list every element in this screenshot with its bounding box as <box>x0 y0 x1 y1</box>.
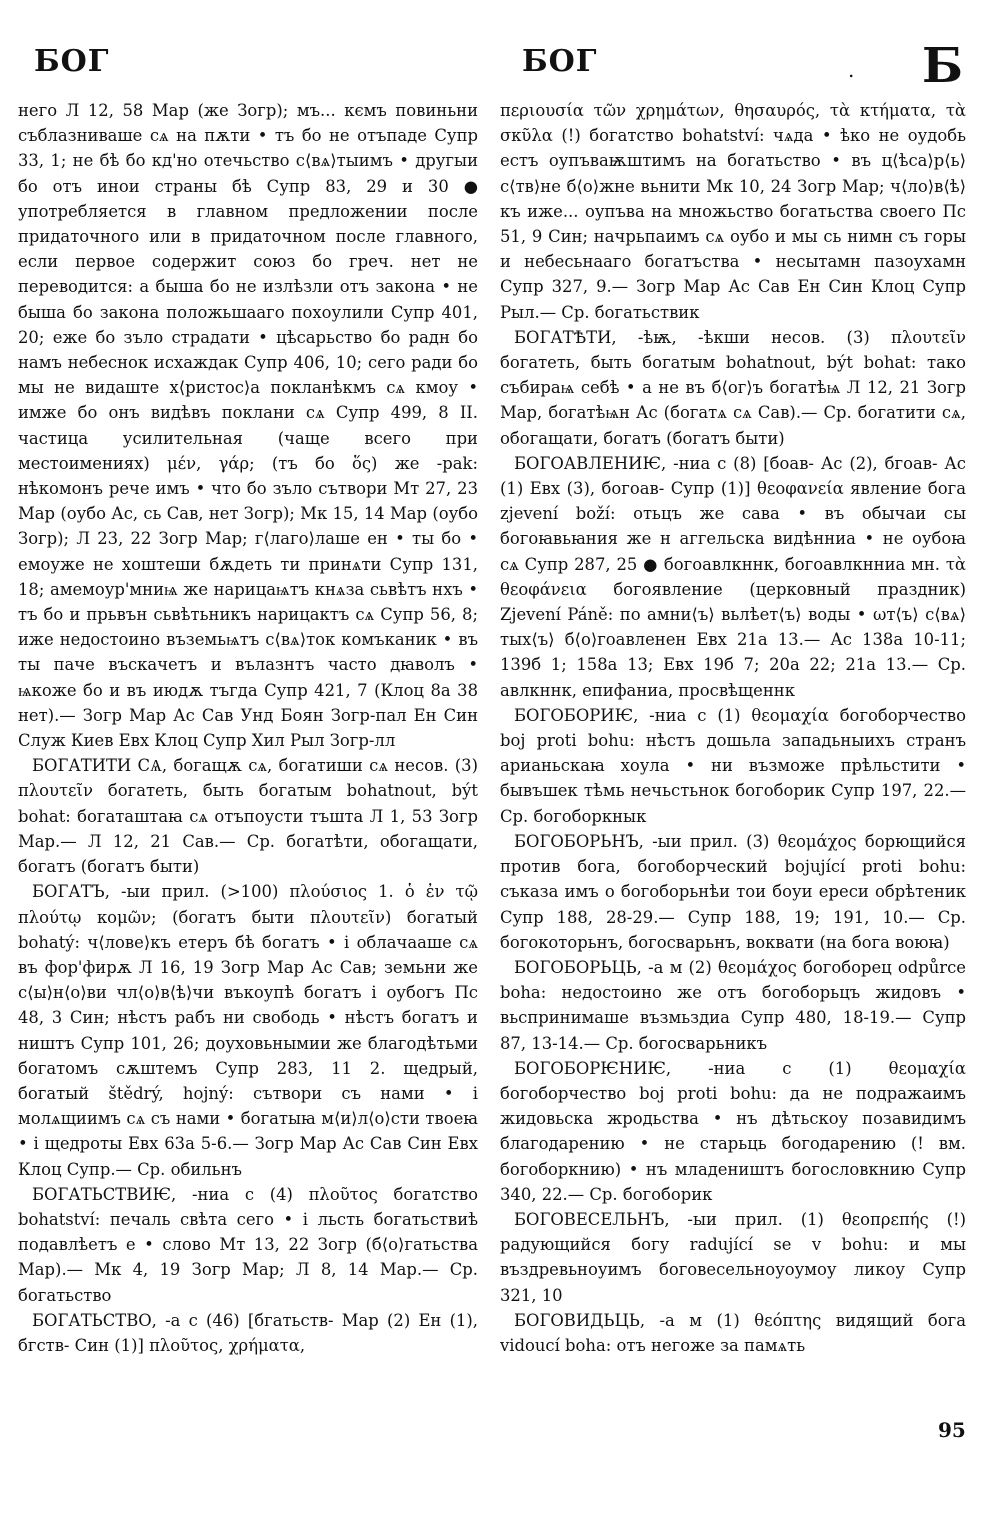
dictionary-entry-bogoborc: БОГОБОРЬЦЬ, -а м (2) θεομάχος богоборец odpůrce boha: недостоино же отъ богоборьцъ жидовъ • вьспринимаше възмьздиа Супр 480, 18-19.— Супр 87, 13-14.— Ср. богосварьникъ <box>500 957 966 1053</box>
section-letter: Б <box>922 38 964 94</box>
dictionary-entry-bogateti: БОГАТѢТИ, -ѣѭ, -ѣкши несов. (3) πλουτεῖν богатеть, быть богатым bohatnout, být bohat: тако събираѩ себѣ • а не въ б⟨ог⟩ъ богатѣѩ Л 12, 21 Зогр Мар, богатѣѩн Ас (богатѧ сѧ Сав).— Ср. богатити сѧ, обогащати, богатъ (богатъ быти) <box>500 327 966 448</box>
entry-continuation: него Л 12, 58 Мар (же Зогр); мъ... кємъ повиньни съблазниваше сѧ на пѫти • тъ бо не отъпаде Супр 33, 1; не бѣ бо кд'но отечьство с⟨вѧ⟩тыимъ • другыи бо отъ инои страны бѣ Супр 83, 29 и 30 ● употребляется в главном предложении после придаточного или в придаточном после главного, если первое содержит союз бо греч. нет не переводится: а быша бо не излѣзли отъ закона • не быша бо закона положьшааго похоулили Супр 401, 20; еже бо зъло страдати • цѣсарьство бо радн бо намъ небеснок исхаждак Супр 406, 10; сего ради бо мы не видаште х⟨ристос⟩а покланѣкмъ сѧ кмоу • имже бо онъ видѣвъ поклани сѧ Супр 499, 8 II. частица усилительная (чаще всего при местоимениях) μέν, γάρ; (тъ бо ὅς) же -pak: нѣкомонъ рече имъ • что бо зъло сътвори Мт 27, 23 Мар (оубо Ас, сь Сав, нет Зогр); Мк 15, 14 Мар (оубо Зогр); Л 23, 22 Зогр Мар; г⟨лаго⟩лаше ен • ты бо • емоуже не хоштеши бѫдеть ти принѧти Супр 131, 18; амемоур'мниѩ же нарицаѩтъ кнѧза сьвѣтъ нхъ • тъ бо и прьвън сьвѣтьникъ нарицактъ сѧ Супр 56, 8; иже недостоино въземьѩтъ с⟨вѧ⟩ток комъканик • въ ты паче въскачетъ и вълазнтъ часто дꙗволъ • ѩкоже бо и въ июдѫ тъгда Супр 421, 7 (Клоц 8а 38 нет).— Зогр Мар Ас Сав Унд Боян Зогр-пал Ен Син Служ Киев Евх Клоц Супр Хил Рыл Зогр-лл <box>18 101 478 751</box>
running-head <box>0 38 1000 94</box>
running-head-dot: . <box>848 58 855 82</box>
running-head-center: БОГ <box>522 44 598 79</box>
dictionary-entry-bogoborie: БОГОБОРИѤ, -ниа с (1) θεομαχία богоборчество boj proti bohu: нѣстъ дошьла западьныихъ странъ арианьскаꙗ хоула • ни възможе прѣльстити • бывъшек тѣмь нечьстьнок богоборик Супр 197, 22.— Ср. богоборкнык <box>500 705 966 826</box>
dictionary-entry-bogoveseln: БОГОВЕСЕЛЬНЪ, -ыи прил. (1) θεοπρεπής (!) радующийся богу radující se v bohu: и мы въздревьноуимъ боговесельноуоумоу ликоу Супр 321, 10 <box>500 1209 966 1305</box>
left-column <box>18 98 478 1428</box>
dictionary-entry-bogoborenie: БОГОБОРѤНИѤ, -ниа с (1) θεομαχία богоборчество boj proti bohu: да не подражаимъ жидовьска жродьства • нъ дѣтьскоу позавидимъ благодарению • не старьць богодарению (! вм. богоборкнию) • нъ младеништъ богословкнию Супр 340, 22.— Ср. богоборик <box>500 1058 966 1204</box>
dictionary-entry-bogoborn: БОГОБОРЬНЪ, -ыи прил. (3) θεομάχος борющийся против бога, богоборческий bojující proti bohu: съказа имъ о богоборьнѣи тои боуи ереси обрѣтеник Супр 188, 28-29.— Супр 188, 19; 191, 10.— Ср. богокоторьнъ, богосварьнъ, воквати (на бога воюꙗ) <box>500 831 966 952</box>
dictionary-entry-bogovidc: БОГОВИДЬЦЬ, -а м (1) θεόπτης видящий бога vidoucí boha: отъ негоже за памѧть <box>500 1310 966 1355</box>
dictionary-entry-bogoavlenie: БОГОАВЛЕНИѤ, -ниа с (8) [бoав- Ас (2), бгoав- Ас (1) Евх (3), богoав- Супр (1)] θεοφανεία явление бога zjevení boží: отьцъ же сава • въ обычаи сы богоꙗвьꙗния же н аггельска видѣнниа • не оубоꙗ сѧ Супр 287, 25 ● богоавлкннк, богоавлкнниа мн. τὰ θεοφάνεια богоявление (церковный праздник) Zjevení Páně: по амни⟨ъ⟩ вьлѣет⟨ъ⟩ воды • ωт⟨ъ⟩ с⟨вѧ⟩тых⟨ъ⟩ б⟨о⟩гоавленен Евх 21а 13.— Ас 138а 10-11; 139б 1; 158а 13; Евх 19б 7; 20а 22; 21а 13.— Ср. авлкннк, епифаниа, просвѣщеннк <box>500 453 966 700</box>
dictionary-entry-bogat: БОГАТЪ, -ыи прил. (>100) πλούσιος 1. ὁ ἐν τῷ πλούτῳ κομῶν; (богатъ быти πλουτεῖν) богатый bohatý: ч⟨лове⟩къ етеръ бѣ богатъ • і облачааше сѧ въ фор'фирѫ Л 16, 19 Зогр Мар Ас Сав; земьни же с⟨ы⟩н⟨о⟩ви чл⟨о⟩в⟨ѣ⟩чи въкоупѣ богатъ і оубогъ Пс 48, 3 Син; нѣстъ рабъ ни свободь • нѣстъ богатъ и ништъ Супр 101, 26; доуховьнымии же благодѣтьми богатомъ сѫштемъ Супр 283, 11 2. щедрый, богатый štědrý, hojný: сътвори съ нами • і молѧщиимъ сѧ съ нами • богатыꙗ м⟨и⟩л⟨о⟩сти твоеꙗ • і щедроты Евх 63а 5-6.— Зогр Мар Ас Сав Син Евх Клоц Супр.— Ср. обильнъ <box>18 882 478 1179</box>
dictionary-entry-bogatstvo: БОГАТЬСТВО, -а с (46) [бгатьств- Мар (2) Ен (1), бгств- Син (1)] πλοῦτος, χρήματα, <box>18 1310 478 1355</box>
right-column <box>500 98 966 1428</box>
page-number: 95 <box>938 1418 966 1442</box>
dictionary-entry-bogatstvie: БОГАТЬСТВИѤ, -ниа с (4) πλοῦτος богатство bohatství: печаль свѣта сего • і льсть богатьствиѣ подавлѣетъ е • слово Мт 13, 22 Зогр (б⟨о⟩гатьства Мар).— Мк 4, 19 Зогр Мар; Л 8, 14 Мар.— Ср. богатьство <box>18 1184 478 1305</box>
entry-continuation: περιουσία τῶν χρημάτων, θησαυρός, τὰ κτήματα, τὰ σκῦλα (!) богатство bohatství: чѧда • ѣко не оудобь естъ оупъваѭштимъ на богатьство • въ ц⟨ѣса⟩р⟨ь⟩с⟨тв⟩не б⟨о⟩жне вьнити Мк 10, 24 Зогр Мар; ч⟨ло⟩в⟨ѣ⟩къ иже... оупъва на множьство богатьства своего Пс 51, 9 Син; начрьпаимъ сѧ оубо и мы сь нимн съ горы и небесьнааго богатъства • несытамн пазоухамн Супр 327, 9.— Зогр Мар Ас Сав Ен Син Клоц Супр Рыл.— Ср. богатьствик <box>500 101 966 322</box>
dictionary-entry-bogatiti-sya: БОГАТИТИ СѦ, богащѫ сѧ, богатиши сѧ несов. (3) πλουτεῖν богатеть, быть богатым bohatnout, být bohat: богаташтаꙗ сѧ отъпоусти тъшта Л 1, 53 Зогр Мар.— Л 12, 21 Сав.— Ср. богатѣти, обогащати, богатъ (богатъ быти) <box>18 756 478 877</box>
running-head-left: БОГ <box>34 44 110 79</box>
